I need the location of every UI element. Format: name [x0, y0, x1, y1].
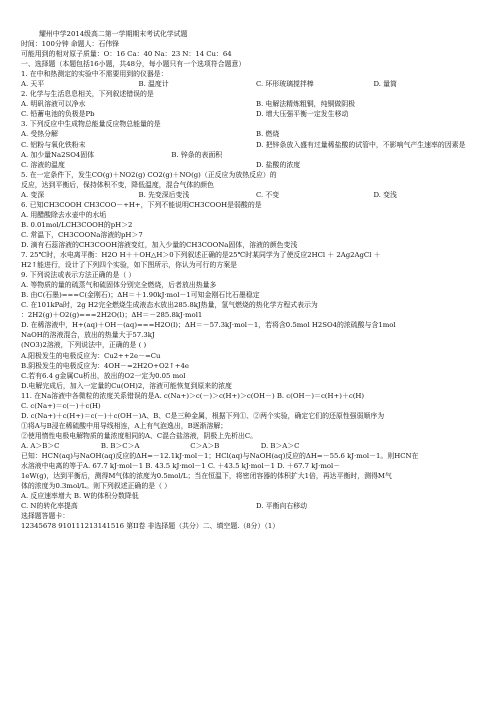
text-line: 可能用到的相对原子质量：O：16 Ca：40 Na：23 N：14 Cu：64 — [21, 50, 232, 59]
answer-options-row — [21, 129, 491, 139]
answer-options-row — [21, 99, 491, 109]
answer-options-row — [21, 150, 491, 160]
text-line: 7. 25℃时，水电离平衡：H2O H＋＋OH△H＞0下列叙述正确的是25℃时某同学为了使反应2HCl ＋ 2Ag2AgCl ＋ — [21, 251, 381, 260]
answer-option: C. 不变 — [256, 190, 280, 199]
text-line: 反应，达到平衡后，保持体积不变，降低温度，混合气体的颜色 — [21, 180, 214, 189]
answer-options-row — [21, 79, 491, 89]
answer-options-row — [21, 109, 491, 119]
answer-option: A. 明矾溶液可以净水 — [21, 100, 86, 109]
answer-option: B. 温度计 — [138, 80, 169, 89]
text-line: A. 等物质的量的硫蒸气和硫固体分别完全燃烧，后者放出热量多 — [21, 281, 217, 290]
text-line: C. 常温下，CH3COONa溶液的pH＞7 — [21, 230, 143, 239]
answer-options-row — [21, 160, 491, 170]
answer-option: A. 变深 — [21, 190, 45, 199]
answer-option: D. 增大压强平衡一定发生移动 — [256, 110, 349, 119]
text-line: (NO3)2溶液，下列说法中，正确的是 ( ) — [21, 341, 147, 350]
text-line: D. 在稀溶液中，H+(aq)＋OH－(aq)===H2O(l)；ΔH＝－57.3kJ·mol－1，若将含0.5mol H2SO4的浓硫酸与含1mol — [21, 321, 396, 330]
answer-option: A. 反应速率增大 B. W的体积分数降低 — [21, 492, 139, 501]
answer-option: D. 平衡向右移动 — [256, 502, 308, 511]
answer-options-row — [21, 501, 491, 511]
answer-options-row — [21, 491, 491, 501]
answer-option: D. 把锌条放入盛有过量稀盐酸的试管中，不影响气产生速率的因素是 — [256, 140, 466, 149]
text-line: 9. 下列说法或表示方法正确的是（ ） — [21, 271, 136, 280]
answer-option: C. 铝粉与氧化铁粉末 — [21, 140, 86, 149]
answer-option: A. 加少量Na2SO4固体 — [21, 150, 95, 159]
text-line: 水溶液中电离的等于A. 67.7 kJ·mol－1 B. 43.5 kJ·mol－1 C. ＋43.5 kJ·mol－1 D. ＋67.7 kJ·mol－ — [21, 462, 341, 471]
text-line: 2. 化学与生活息息相关，下列叙述错误的是 — [21, 90, 154, 99]
exam-document — [21, 29, 491, 531]
text-line: D. 滴有石蕊溶液的CH3COOH溶液变红，加入少量的CH3COONa固体，溶液的颜色变浅 — [21, 240, 298, 249]
answer-options-row — [21, 190, 491, 200]
text-line: 5. 在一定条件下，发生CO(g)＋NO2(g) CO2(g)＋NO(g)（正反应为放热反应）的 — [21, 170, 277, 179]
text-line: ①将A与B浸在稀硫酸中用导线相连，A上有气泡逸出，B逐渐溶解； — [21, 421, 228, 430]
text-line: ：2H2(g)＋O2(g)===2H2O(l)；ΔH＝－285.8kJ·mol1 — [21, 311, 203, 320]
answer-option: B. B＞C＞A — [100, 441, 140, 450]
text-line: 3. 下列反应中生成物总能量反应物总能量的是 — [21, 120, 161, 129]
answer-option: D. 量筒 — [373, 80, 397, 89]
answer-option — [336, 150, 444, 160]
answer-options-row — [21, 441, 491, 451]
text-line: D. c(Na+)＋c(H+)＝c(－)＋c(OH－)A、B、C是三种金属，根据下列①、②两个实验，确定它们的还原性强弱顺序为 — [21, 411, 385, 420]
text-line: 11. 在Na溶液中各微粒的浓度关系错误的是A. c(Na+)＞c(－)＞c(H+)＞c(OH－) B. c(OH－)＝c(H+)＋c(H) — [21, 391, 365, 400]
answer-option — [256, 491, 491, 501]
answer-option: D. B＞A＞C — [260, 441, 300, 450]
text-line: B.阴极发生的电极反应为：4OH－=2H2O+O2↑+4e — [21, 361, 189, 370]
answer-option: B. 锌条的表面积 — [171, 150, 223, 159]
answer-option: C. 环形玻璃搅拌棒 — [256, 80, 314, 89]
document-title: 耀州中学2014级高二第一学期期末考试化学试题 — [39, 30, 188, 38]
text-line: 6. 已知CH3COOH CH3COO－+H+，下列不能说明CH3COOH是弱酸的是 — [21, 200, 262, 209]
text-line: 12345678 910111213141516 第II卷 非选择题（共分）二、填空题.（8分）（1） — [21, 522, 280, 531]
text-line: 时间：100分钟 命题人：石伟锋 — [21, 40, 120, 49]
text-line: D.电解完成后，加入一定量的Cu(OH)2，溶液可能恢复到原来的浓度 — [21, 381, 232, 390]
answer-option: A. A＞B＞C — [21, 441, 60, 450]
text-line: 一、选择题（本题包括16小题，共48分，每小题只有一个选项符合题意） — [21, 60, 246, 69]
text-line: 选择题答题卡： — [21, 512, 70, 521]
text-line: 1. 在中和热测定的实验中不需要用到的仪器是： — [21, 70, 168, 79]
answer-option: D. 变浅 — [373, 190, 397, 199]
answer-option: B. 燃烧 — [256, 130, 280, 139]
text-line: 体的浓度为0.3mol/L。则下列叙述正确的是（ ） — [21, 482, 172, 491]
text-line: C. 在101kPa时，2g H2完全燃烧生成液态水放出285.8kJ热量，氢气燃烧的热化学方程式表示为 — [21, 301, 318, 310]
text-line: A.阳极发生的电极反应为：Cu2++2e－=Cu — [21, 351, 161, 360]
answer-option: A. 天平 — [21, 80, 45, 89]
text-line: B. 0.01mol/LCH3COOH的pH＞2 — [21, 220, 133, 229]
answer-option: B. 先变深后变浅 — [138, 190, 190, 199]
text-line: 1eW(g)，达到平衡后，测得M气体的浓度为0.5mol/L；当在恒温下，将密闭容器的体积扩大1倍，再达平衡时，测得M气 — [21, 472, 392, 481]
text-line: B. 由C(石墨)===C(金刚石)；ΔH＝＋1.90kJ·mol－1可知金刚石比石墨稳定 — [21, 291, 260, 300]
text-line: ②使用惰性电极电解物质的量浓度相同的A、C混合盐溶液，阴极上先析出C。 — [21, 431, 258, 440]
answer-option: D. 盐酸的浓度 — [256, 160, 301, 169]
answer-options-row — [21, 140, 491, 150]
text-line: NaOH的溶液混合，放出的热量大于57.3kJ — [21, 331, 155, 340]
answer-option: A. 受热分解 — [21, 130, 58, 139]
answer-option: C. 铅蓄电池的负极是Pb — [21, 110, 95, 119]
answer-option: C＞A＞B — [190, 441, 220, 450]
answer-option: C. 溶液的温度 — [21, 160, 65, 169]
answer-option: C. N的转化率提高 — [21, 502, 78, 511]
text-line: 已知：HCN(aq)与NaOH(aq)反应的ΔH=－12.1kJ·mol－1；HCl(aq)与NaOH(aq)反应的ΔH=－55.6 kJ·mol－1。则HCN在 — [21, 451, 419, 460]
text-line: C. c(Na+)＝c(－)＋c(H) — [21, 401, 101, 410]
text-line: A. 用醋酸除去水壶中的水垢 — [21, 210, 107, 219]
text-line: H2↑能进行，设计了下列四个实验，如下图所示，你认为可行的方案是 — [21, 261, 237, 270]
text-line: C.若有6.4 g金属Cu析出，放出的O2一定为0.05 mol — [21, 371, 186, 380]
answer-option: B. 电解法精炼粗铜，纯铜做阴极 — [256, 100, 356, 109]
